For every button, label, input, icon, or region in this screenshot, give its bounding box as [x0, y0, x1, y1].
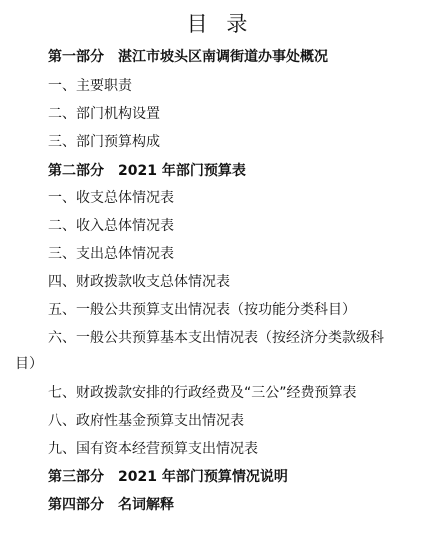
toc-item: 二、部门机构设置	[48, 106, 160, 122]
toc-part-title: 2021 年部门预算情况说明	[118, 469, 288, 485]
toc-part-3-heading	[48, 468, 288, 486]
toc-item: 七、财政拨款安排的行政经费及“三公”经费预算表	[48, 385, 357, 401]
toc-part-label: 第三部分	[48, 469, 104, 485]
toc-item-continuation: 目）	[15, 356, 43, 372]
toc-item: 三、部门预算构成	[48, 134, 160, 150]
toc-part-2-heading	[48, 162, 246, 180]
toc-part-label: 第一部分	[48, 49, 104, 65]
toc-item: 一、收支总体情况表	[48, 190, 174, 206]
toc-item: 三、支出总体情况表	[48, 246, 174, 262]
toc-part-title: 2021 年部门预算表	[118, 163, 246, 179]
toc-item: 五、一般公共预算支出情况表（按功能分类科目）	[48, 302, 356, 318]
toc-part-4-heading	[48, 496, 174, 514]
toc-item: 八、政府性基金预算支出情况表	[48, 413, 244, 429]
toc-item: 九、国有资本经营预算支出情况表	[48, 441, 258, 457]
toc-item: 二、收入总体情况表	[48, 218, 174, 234]
toc-part-title: 名词解释	[118, 497, 174, 513]
toc-part-title: 湛江市坡头区南调街道办事处概况	[118, 49, 328, 65]
toc-part-label: 第二部分	[48, 163, 104, 179]
toc-part-label: 第四部分	[48, 497, 104, 513]
toc-item: 四、财政拨款收支总体情况表	[48, 274, 230, 290]
toc-part-1-heading	[48, 48, 328, 66]
toc-item: 一、主要职责	[48, 78, 132, 94]
page-title: 目 录	[186, 12, 254, 36]
toc-item: 六、一般公共预算基本支出情况表（按经济分类款级科	[48, 330, 384, 346]
